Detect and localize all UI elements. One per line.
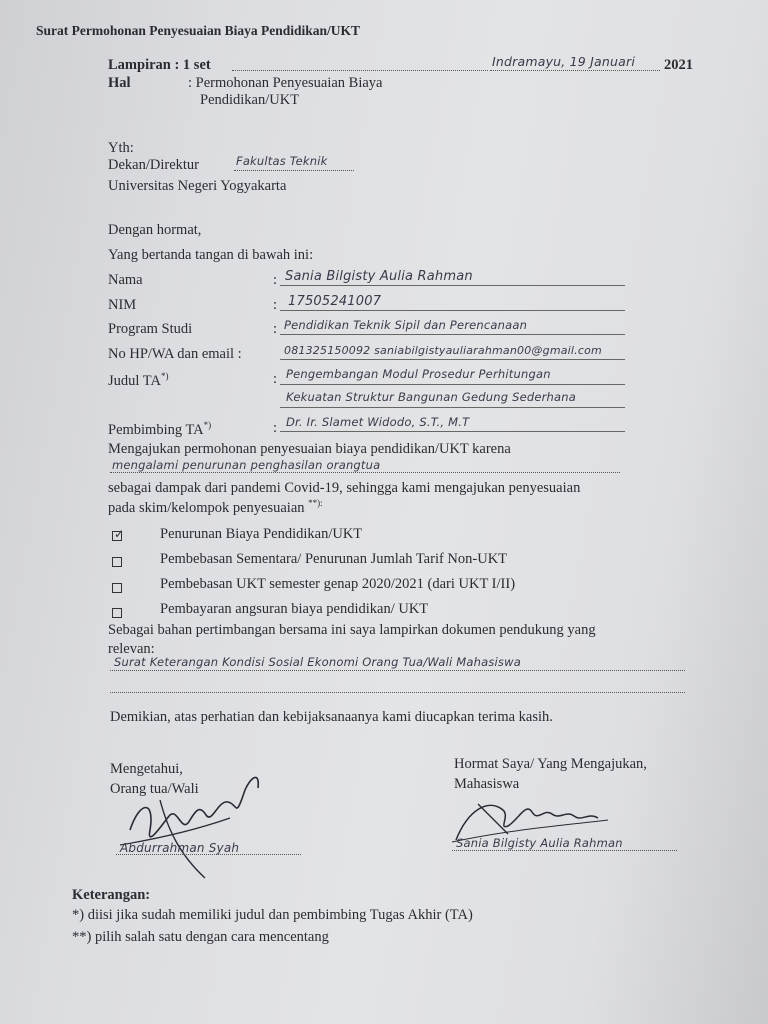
attachment-dotted-line-2 — [110, 692, 685, 693]
lampiran-label: Lampiran : 1 set — [108, 57, 211, 73]
date-dotted-line — [490, 70, 660, 71]
lampiran-dotted-line — [232, 70, 488, 71]
hp-label: No HP/WA dan email : — [108, 346, 242, 362]
yth: Yth: — [108, 140, 134, 156]
body-paragraph-start: Mengajukan permohonan penyesuaian biaya pendidikan/UKT karena — [108, 441, 511, 457]
left-signature-title-1: Mengetahui, — [110, 761, 183, 777]
check-mark-icon: ✓ — [114, 527, 125, 541]
judul-line-2 — [280, 407, 625, 408]
pembimbing-value: Dr. Ir. Slamet Widodo, S.T., M.T — [286, 415, 470, 429]
dekan-label: Dekan/Direktur — [108, 157, 199, 173]
reason-handwritten: mengalami penurunan penghasilan orangtua — [112, 458, 381, 472]
option-4-label: Pembayaran angsuran biaya pendidikan/ UKT — [160, 601, 429, 617]
note-2: **) pilih salah satu dengan cara mencentang — [72, 929, 329, 945]
nim-label: NIM — [108, 297, 137, 313]
attachment-line-1: Sebagai bahan pertimbangan bersama ini saya lampirkan dokumen pendukung yang — [108, 622, 596, 638]
greeting: Dengan hormat, — [108, 222, 202, 238]
judul-mark: *) — [160, 371, 169, 381]
judul-label — [108, 372, 168, 390]
body-paragraph-end — [108, 499, 323, 517]
pembimbing-label — [108, 421, 211, 439]
attachment-line-2: relevan: — [108, 641, 155, 657]
pembimbing-line — [280, 431, 625, 432]
nim-value: 17505241007 — [288, 294, 382, 309]
notes-title: Keterangan: — [72, 887, 151, 903]
judul-colon: : — [273, 371, 278, 387]
judul-line-1 — [280, 384, 625, 385]
nama-label: Nama — [108, 272, 143, 288]
option-1-checkbox[interactable] — [112, 527, 125, 541]
prodi-label: Program Studi — [108, 321, 193, 337]
attachment-handwritten: Surat Keterangan Kondisi Sosial Ekonomi Orang Tua/Wali Mahasiswa — [114, 655, 521, 669]
pembimbing-label-text: Pembimbing TA — [108, 421, 204, 438]
right-signature-dotted-line — [452, 850, 677, 851]
right-signature-title-1: Hormat Saya/ Yang Mengajukan, — [454, 756, 647, 772]
hal-line-2: Pendidikan/UKT — [200, 92, 300, 108]
right-signature-name: Sania Bilgisty Aulia Rahman — [456, 836, 623, 850]
nim-colon: : — [273, 297, 278, 313]
nama-colon: : — [273, 272, 278, 288]
pembimbing-colon: : — [273, 420, 278, 436]
attachment-dotted-line-1 — [110, 670, 685, 671]
prodi-line — [280, 334, 625, 335]
prodi-value: Pendidikan Teknik Sipil dan Perencanaan — [284, 318, 528, 332]
body-paragraph-continued: sebagai dampak dari pandemi Covid-19, sehingga kami mengajukan penyesuaian — [108, 480, 581, 496]
hal-line-1: : Permohonan Penyesuaian Biaya — [188, 75, 383, 91]
body-paragraph-mark: **): — [308, 498, 323, 508]
place-date: Indramayu, 19 Januari — [492, 54, 635, 69]
hp-line — [280, 359, 625, 360]
left-signature-dotted-line — [116, 854, 301, 855]
nama-line — [280, 285, 625, 286]
option-2-label: Pembebasan Sementara/ Penurunan Jumlah Tarif Non-UKT — [160, 551, 508, 567]
university: Universitas Negeri Yogyakarta — [108, 178, 287, 194]
intro-text: Yang bertanda tangan di bawah ini: — [108, 247, 314, 263]
note-1: *) diisi jika sudah memiliki judul dan pembimbing Tugas Akhir (TA) — [72, 907, 473, 923]
option-2-checkbox[interactable] — [112, 557, 122, 567]
reason-dotted-line — [110, 472, 620, 473]
left-signature-title-2: Orang tua/Wali — [110, 781, 199, 797]
judul-label-text: Judul TA — [108, 372, 161, 389]
body-paragraph-end-text: pada skim/kelompok penyesuaian — [108, 499, 305, 516]
pembimbing-mark: *) — [203, 420, 212, 430]
hp-value: 081325150092 saniabilgistyauliarahman00@gmail.com — [284, 344, 602, 357]
option-3-label: Pembebasan UKT semester genap 2020/2021 (dari UKT I/II) — [160, 576, 516, 592]
year: 2021 — [664, 57, 693, 73]
document-title: Surat Permohonan Penyesuaian Biaya Pendidikan/UKT — [36, 23, 361, 38]
closing-text: Demikian, atas perhatian dan kebijaksanaanya kami diucapkan terima kasih. — [110, 709, 553, 725]
judul-value-line-1: Pengembangan Modul Prosedur Perhitungan — [286, 367, 551, 381]
parent-signature — [110, 760, 270, 880]
hal-label: Hal — [108, 75, 131, 91]
nim-line — [280, 310, 625, 311]
option-4-checkbox[interactable] — [112, 608, 122, 618]
left-signature-name: Abdurrahman Syah — [120, 841, 240, 855]
prodi-colon: : — [273, 321, 278, 337]
nama-value: Sania Bilgisty Aulia Rahman — [285, 269, 473, 284]
right-signature-title-2: Mahasiswa — [454, 776, 520, 792]
judul-value-line-2: Kekuatan Struktur Bangunan Gedung Sederhana — [286, 390, 577, 404]
option-1-label: Penurunan Biaya Pendidikan/UKT — [160, 526, 363, 542]
option-3-checkbox[interactable] — [112, 583, 122, 593]
faculty-handwritten: Fakultas Teknik — [236, 154, 328, 168]
faculty-dotted-line — [234, 170, 354, 171]
